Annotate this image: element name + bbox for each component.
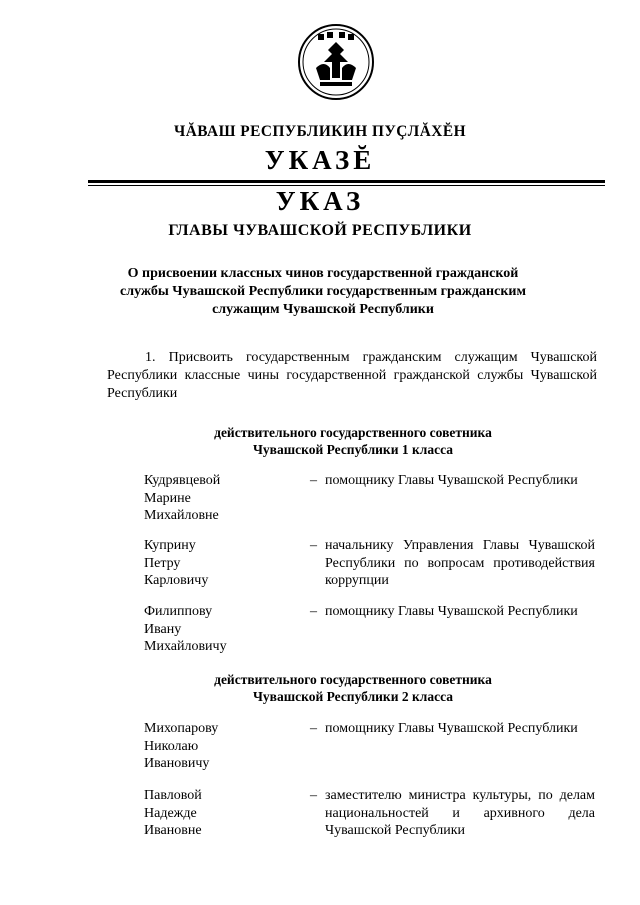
surname: Михопарову [144,721,219,736]
chuvash-emblem-icon [296,22,376,102]
patronymic: Михайловне [144,508,219,523]
dash: – [310,538,317,553]
decree-title: УКАЗ [275,186,365,216]
rank-heading-line1: действительного государственного советника [214,672,492,687]
rank-heading-line2: Чувашской Республики 2 класса [253,689,453,704]
dash: – [310,721,317,736]
first-name: Ивану [144,621,182,637]
surname: Павловой [144,788,202,803]
first-name: Петру [144,555,181,571]
patronymic: Ивановне [144,823,202,838]
dash: – [310,788,317,803]
rank-heading [138,671,568,705]
patronymic: Михайловичу [144,639,227,654]
person-name [144,720,294,773]
decree-issuer: ГЛАВЫ ЧУВАШСКОЙ РЕСПУБЛИКИ [168,222,472,239]
surname: Куприну [144,538,196,553]
rank-heading-line2: Чувашской Республики 1 класса [253,442,453,457]
header-rule-thick [88,180,605,183]
rank-heading [138,424,568,458]
first-name: Надежде [144,805,197,821]
person-name [144,472,294,525]
patronymic: Карловичу [144,573,209,588]
person-position: помощнику Главы Чувашской Республики [325,721,578,736]
dash: – [310,604,317,619]
person-name [144,537,294,590]
surname: Кудрявцевой [144,473,221,488]
patronymic: Ивановичу [144,756,210,771]
person-position: заместителю министра культуры, по делам национальностей и архивного дела Чувашской Республики [325,788,595,838]
person-position: начальнику Управления Главы Чувашской Республики по вопросам противодействия коррупции [325,538,595,588]
person-position: помощнику Главы Чувашской Республики [325,604,578,619]
surname: Филиппову [144,604,213,619]
person-name [144,603,294,656]
person-position: помощнику Главы Чувашской Республики [325,473,578,488]
chuvash-header-line: ЧĂВАШ РЕСПУБЛИКИН ПУҪЛĂХĔН [173,123,467,140]
decree-title-chuvash: УКАЗĔ [264,145,376,175]
first-name: Николаю [144,738,199,754]
paragraph-1: 1. Присвоить государственным гражданским служащим Чувашской Республики классные чины государственной гражданской службы Чувашской Республики [107,350,597,401]
person-name [144,787,294,840]
rank-heading-line1: действительного государственного советника [214,425,492,440]
dash: – [310,473,317,488]
first-name: Марине [144,490,191,506]
decree-subject: О присвоении классных чинов государственной гражданской службы Чувашской Республики государственным гражданским служащим Чувашской Республики [120,266,526,317]
